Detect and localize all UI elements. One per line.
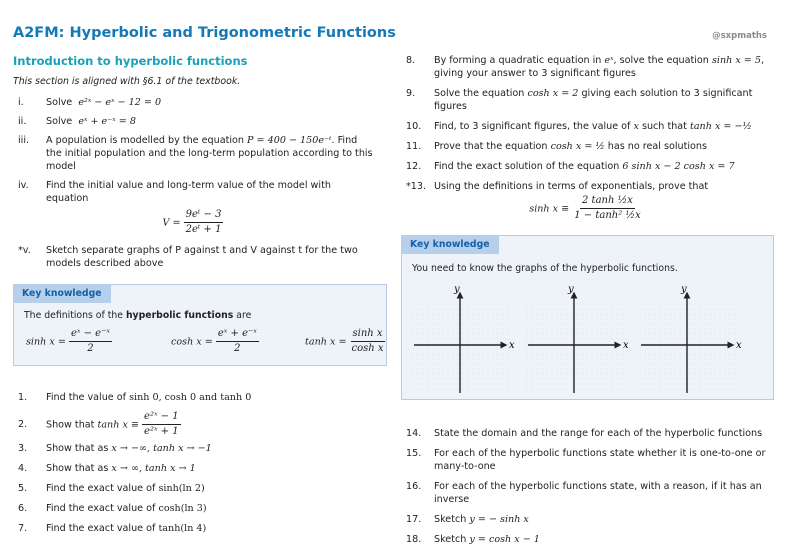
math: tanh(ln 4) <box>158 523 207 534</box>
left-column <box>13 54 373 270</box>
denominator: 2 <box>87 343 94 354</box>
key-knowledge-tag: Key knowledge <box>401 235 499 254</box>
math: tanh x ≡ <box>97 419 139 431</box>
key-knowledge-tag: Key knowledge <box>13 284 111 303</box>
math: x → ∞, tanh x → 1 <box>111 463 196 474</box>
denominator: 1 − tanh² ½x <box>574 210 641 221</box>
right-column <box>401 54 771 222</box>
question-iii <box>13 134 373 173</box>
cosh-definition: cosh x = $\frac{\text{eˣ + e⁻ˣ}}{2}$ <box>171 328 257 354</box>
numerator: eˣ + e⁻ˣ <box>216 328 259 342</box>
question-number: ii. <box>18 116 27 127</box>
question-text: . Find the initial population and the long-term population according to this model <box>46 135 373 172</box>
math: x → −∞, tanh x → −1 <box>111 443 212 454</box>
question-ii <box>13 115 373 128</box>
denominator: e²ˣ + 1 <box>144 426 179 437</box>
questions-bottom <box>401 427 771 546</box>
question-13: *13. Using the definitions in terms of exponentials, prove that <box>406 181 709 192</box>
question-number: i. <box>18 97 24 108</box>
formula-q13: sinh x ≡ $\frac{\text{2 tanh ½x}}{\text{1 − tanh² ½x}}$ <box>529 195 641 221</box>
question-text: Solve <box>46 116 73 127</box>
tanh-definition: tanh x = $\frac{\text{sinh x}}{\text{cosh x}}$ <box>305 328 384 354</box>
numerator: sinh x <box>351 328 385 342</box>
key-knowledge-text: The definitions of the hyperbolic functions are <box>24 310 252 321</box>
denominator: cosh x <box>351 343 384 354</box>
formula-lhs: V = <box>162 217 181 229</box>
question-7: 7. Find the exact value of tanh(ln 4) <box>18 523 207 534</box>
graph-axes-tanh <box>639 283 747 401</box>
math: cosh(ln 3) <box>158 503 207 514</box>
intro-note: This section is aligned with §6.1 of the textbook. <box>13 76 241 87</box>
question-text: A population is modelled by the equation <box>46 135 244 146</box>
key-knowledge-graphs <box>401 235 774 400</box>
section-title: Introduction to hyperbolic functions <box>13 54 248 68</box>
question-10: 10. Find, to 3 significant figures, the value of x such that tanh x = −½ <box>406 121 752 132</box>
question-text: Solve <box>46 97 73 108</box>
denominator: 2 <box>234 343 241 354</box>
math: sinh(ln 2) <box>158 483 205 494</box>
question-v <box>13 244 373 270</box>
x-axis-label: x <box>509 340 515 351</box>
question-17: 17. Sketch y = − sinh x <box>406 514 529 525</box>
question-3: 3. Show that as x → −∞, tanh x → −1 <box>18 443 212 454</box>
question-14: 14. State the domain and the range for each of the hyperbolic functions <box>406 428 763 439</box>
question-1: 1. Find the value of sinh 0, cosh 0 and tanh 0 <box>18 392 252 403</box>
y-axis-label: y <box>681 284 687 295</box>
question-i <box>13 96 373 109</box>
question-text: Sketch separate graphs of P against t and V against t for the two models described above <box>46 245 358 269</box>
question-18: 18. Sketch y = cosh x − 1 <box>406 534 540 545</box>
question-number: iii. <box>18 135 30 146</box>
math: P = 400 − 150e⁻ᵗ <box>247 135 332 146</box>
question-8: 8. By forming a quadratic equation in eˣ, solve the equation sinh x = 5, giving your answer to 3 significant figures <box>406 55 765 79</box>
math: e²ˣ − eˣ − 12 = 0 <box>78 97 162 108</box>
question-text: Find the initial value and long-term value of the model with equation <box>46 180 331 204</box>
numerator: 2 tanh ½x <box>580 195 635 209</box>
key-knowledge-text: You need to know the graphs of the hyperbolic functions. <box>412 263 678 274</box>
numerator: 9eᵗ − 3 <box>184 209 224 223</box>
sinh-definition: sinh x = $\frac{\text{eˣ − e⁻ˣ}}{2}$ <box>26 328 110 354</box>
graph-axes-sinh <box>412 283 520 401</box>
question-15: 15. For each of the hyperbolic functions state whether it is one-to-one or many-to-one <box>406 448 766 472</box>
question-9: 9. Solve the equation cosh x = 2 giving each solution to 3 significant figures <box>406 88 753 112</box>
question-2: 2. Show that tanh x ≡ $\frac{\text{e²ˣ − 1}}{\text{e²ˣ + 1}}$ <box>18 411 179 437</box>
questions-left <box>13 391 383 535</box>
numerator: eˣ − e⁻ˣ <box>69 328 112 342</box>
question-12: 12. Find the exact solution of the equation 6 sinh x − 2 cosh x = 7 <box>406 161 735 172</box>
key-knowledge-definitions <box>13 284 387 366</box>
page-title: A2FM: Hyperbolic and Trigonometric Functions <box>13 25 396 41</box>
question-16: 16. For each of the hyperbolic functions state, with a reason, if it has an inverse <box>406 481 762 505</box>
question-number: iv. <box>18 180 29 191</box>
y-axis-label: y <box>454 284 460 295</box>
formula-v <box>13 209 373 236</box>
math: eˣ + e⁻ˣ = 8 <box>78 116 136 127</box>
question-iv <box>13 179 373 205</box>
y-axis-label: y <box>568 284 574 295</box>
math: sinh 0, cosh 0 and tanh 0 <box>129 392 252 403</box>
question-6: 6. Find the exact value of cosh(ln 3) <box>18 503 207 514</box>
author-handle: @sxpmaths <box>712 31 767 41</box>
x-axis-label: x <box>623 340 629 351</box>
question-4: 4. Show that as x → ∞, tanh x → 1 <box>18 463 196 474</box>
question-number: *v. <box>18 245 31 256</box>
question-5: 5. Find the exact value of sinh(ln 2) <box>18 483 205 494</box>
numerator: e²ˣ − 1 <box>142 411 181 425</box>
x-axis-label: x <box>736 340 742 351</box>
denominator: 2eᵗ + 1 <box>185 224 222 235</box>
graph-axes-cosh <box>526 283 634 401</box>
question-11: 11. Prove that the equation cosh x = ½ has no real solutions <box>406 141 708 152</box>
